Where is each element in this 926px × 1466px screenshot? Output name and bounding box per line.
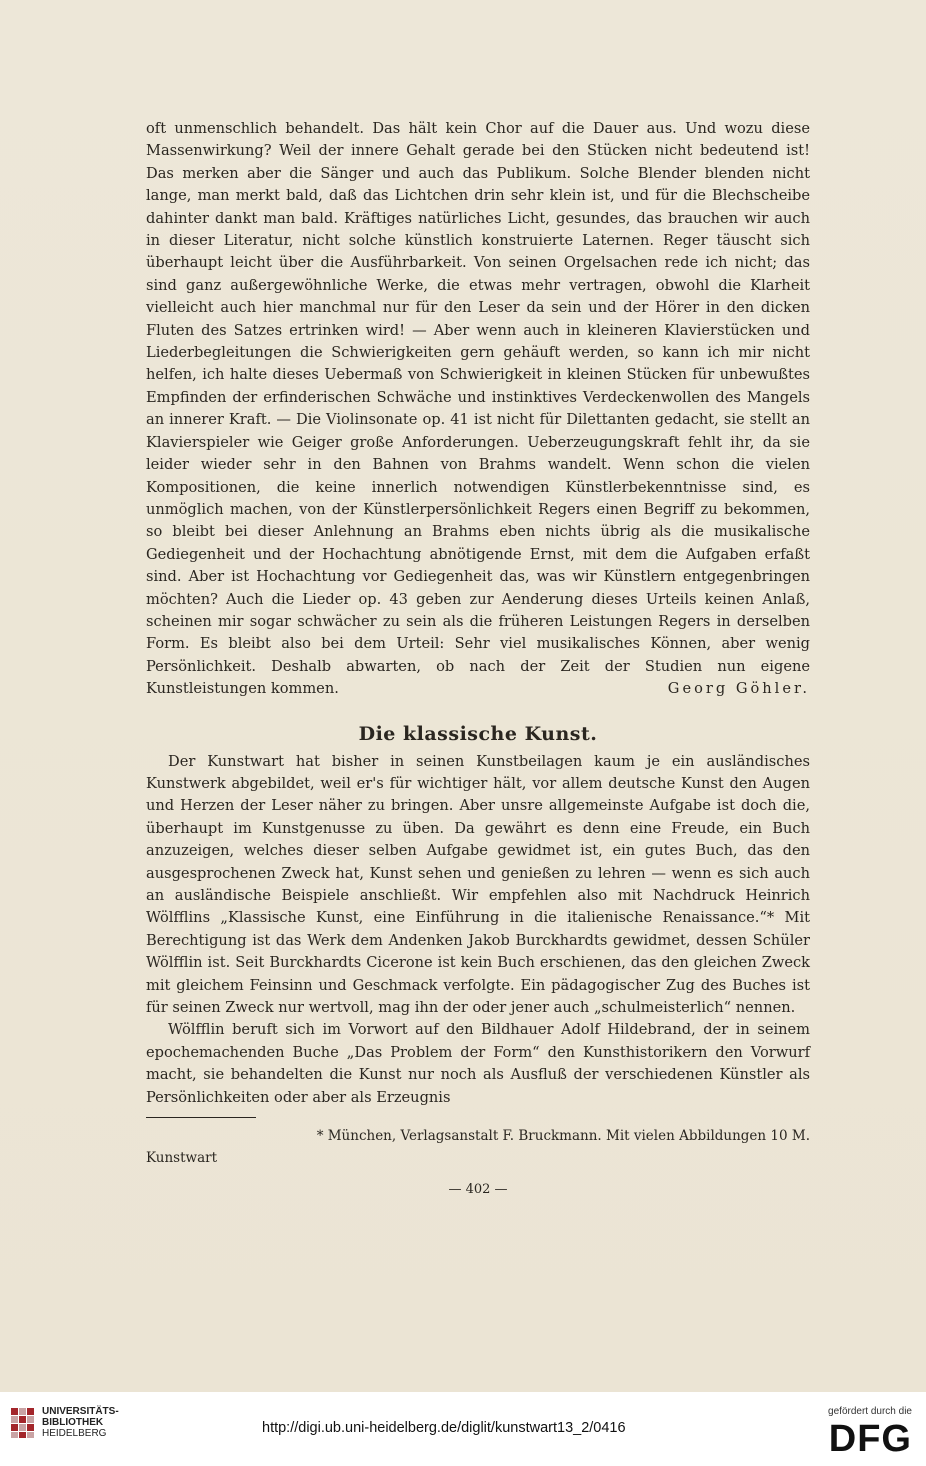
section-heading: Die klassische Kunst.: [358, 722, 598, 745]
author-signature: Georg Göhler.: [667, 680, 810, 698]
body-paragraph: Wölfflin beruft sich im Vorwort auf den Bildhauer Adolf Hildebrand, der in seinem epochemachenden Buche „Das Problem der Form“ den Kunsthistorikern den Vorwurf macht, sie behandelten die Kunst nur noch als Ausfluß der verschiedenen Künstler als Persönlichkeiten oder aber als Erzeugnis: [146, 1021, 810, 1106]
body-paragraph: Der Kunstwart hat bisher in seinen Kunstbeilagen kaum je ein ausländisches Kunstwerk abgebildet, weil er's für wichtiger hält, vor allem deutsche Kunst den Augen und Herzen der Leser näher zu bringen. Aber unsre allgemeinste Aufgabe ist doch die, überhaupt im Kunstgenusse zu üben. Da gewährt es denn eine Freude, ein Buch anzuzeigen, welches dieser selben Aufgabe gewidmet ist, ein gutes Buch, das den ausgesprochenen Zweck hat, Kunst sehen und genießen zu lehren — wenn es sich auch an ausländische Beispiele anschließt. Wir empfehlen also mit Nachdruck Heinrich Wölfflins „Klassische Kunst, eine Einführung in die italienische Renaissance.“* Mit Berechtigung ist das Werk dem Andenken Jakob Burckhardts gewidmet, dessen Schüler Wölfflin ist. Seit Burckhardts Cicerone ist kein Buch erschienen, das den gleichen Zweck mit gleichem Feinsinn und Geschmack verfolgte. Ein pädagogischer Zug des Buches ist für seinen Zweck nur wertvoll, mag ihn der oder jener auch „schulmeisterlich“ nennen.: [146, 752, 810, 1017]
library-name-line: HEIDELBERG: [42, 1428, 107, 1439]
running-title: Kunstwart: [146, 1150, 218, 1167]
library-name: [42, 1406, 119, 1439]
paragraph-text: oft unmenschlich behandelt. Das hält kein Chor auf die Dauer aus. Und wozu diese Massenwirkung? Weil der innere Gehalt gerade bei den Stücken nicht bedeutend ist! Das merken aber die Sänger und auch das Publikum. Solche Blender blenden nicht lange, man merkt bald, daß das Lichtchen drin sehr klein ist, und für die Blechscheibe dahinter dankt man bald. Kräftiges natürliches Licht, gesundes, das brauchen wir auch in dieser Literatur, nicht solche künstlich konstruierte Laternen. Reger täuscht sich überhaupt leicht über die Ausführbarkeit. Von seinen Orgelsachen rede ich nicht; das sind ganz außergewöhnliche Werke, die etwas mehr vertragen, obwohl die Klarheit vielleicht auch hier manchmal nur für den Leser da sein und der Hörer in den dicken Fluten des Satzes ertrinken wird! — Aber wenn auch in kleineren Klavierstücken und Liederbegleitungen die Schwierigkeiten gern gehäuft werden, so kann ich mir nicht helfen, ich halte dieses Uebermaß von Schwierigkeit in kleinen Stücken für unbewußtes Empfinden der erfinderischen Schwäche und instinktives Verdeckenwollen des Mangels an innerer Kraft. — Die Violinsonate op. 41 ist nicht für Dilettanten gedacht, sie stellt an Klavierspieler wie Geiger große Anforderungen. Ueberzeugungskraft fehlt ihr, da sie leider wieder sehr in den Bahnen von Brahms wandelt. Wenn schon die vielen Kompositionen, die keine innerlich notwendigen Künstlerbekenntnisse sind, es unmöglich machen, von der Künstlerpersönlichkeit Regers einen Begriff zu bekommen, so bleibt bei dieser Anlehnung an Brahms eben nichts übrig als die musikalische Gediegenheit und der Hochachtung abnötigende Ernst, mit dem die Aufgaben erfaßt sind. Aber ist Hochachtung vor Gediegenheit das, was wir Künstlern entgegenbringen möchten? Auch die Lieder op. 43 geben zur Aenderung dieses Urteils keinen Anlaß, scheinen mir sogar schwächer zu sein als die früheren Leistungen Regers in derselben Form. Es bleibt also bei dem Urteil: Sehr viel musikalisches Können, aber wenig Persönlichkeit. Deshalb abwarten, ob nach der Zeit der Studien nun eigene Kunstleistungen kommen.: [146, 120, 810, 698]
footnote-divider: [146, 1117, 256, 1118]
library-emblem-icon: [10, 1406, 36, 1440]
page-content: [146, 118, 810, 1197]
footnote: * München, Verlagsanstalt F. Bruckmann. Mit vielen Abbildungen 10 M.: [316, 1128, 810, 1145]
university-library-logo-icon: [10, 1406, 36, 1440]
dfg-logo: DFG: [828, 1418, 912, 1460]
library-name-line: UNIVERSITÄTS-: [42, 1406, 119, 1417]
body-paragraph: [146, 118, 810, 701]
page-number: — 402 —: [448, 1182, 508, 1198]
funded-by-label: gefördert durch die: [828, 1406, 912, 1417]
source-url-link[interactable]: http://digi.ub.uni-heidelberg.de/diglit/kunstwart13_2/0416: [262, 1420, 626, 1436]
digitization-footer: [0, 1392, 926, 1466]
library-name-line: BIBLIOTHEK: [42, 1417, 104, 1428]
